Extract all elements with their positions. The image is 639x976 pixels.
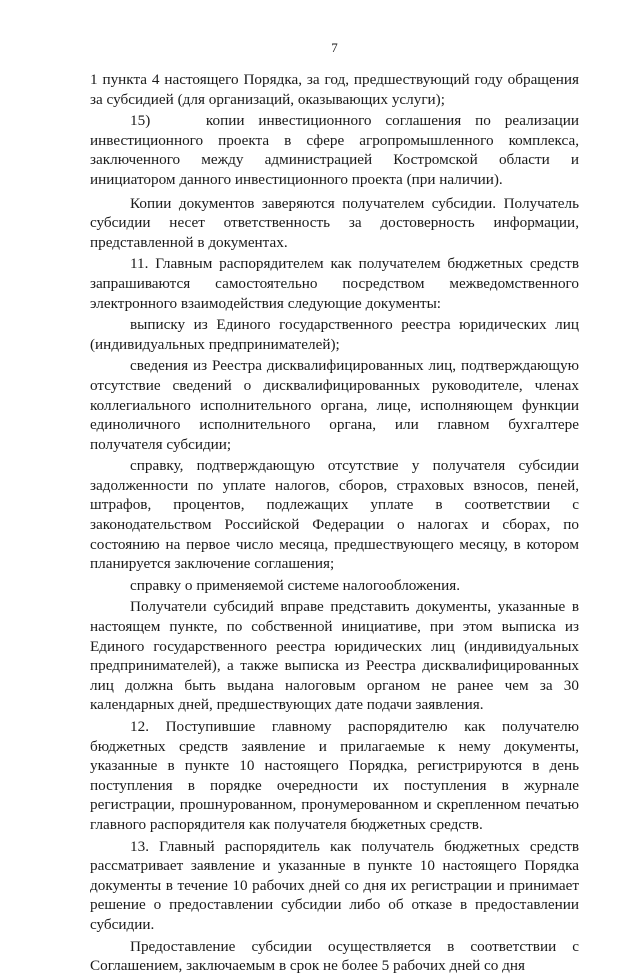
paragraph-1: 1 пункта 4 настоящего Порядка, за год, предшествующий году обращения за субсидией (для организаций, оказывающих услуги); xyxy=(90,71,579,108)
paragraph-12: Предоставление субсидии осуществляется в соответствии с Соглашением, заключаемым в срок не более 5 рабочих дней со дня xyxy=(90,937,579,975)
paragraph-3: Копии документов заверяются получателем субсидии. Получатель субсидии несет ответственность за достоверность информации, представленной в документах. xyxy=(90,194,579,251)
paragraph-7: справку, подтверждающую отсутствие у получателя субсидии задолженности по уплате налогов, сборов, страховых взносов, пеней, штрафов, процентов, подлежащих уплате в соответствии с законодательством Российской Федерации о налогах и сборах, по состоянию на первое число месяца, предшествующего месяцу, в котором планируется заключение соглашения; xyxy=(90,457,579,573)
paragraph-11: 13. Главный распорядитель как получатель бюджетных средств рассматривает заявление и указанные в пункте 10 настоящего Порядка документы в течение 10 рабочих дней со дня их регистрации и принимает решение о предоставлении субсидии либо об отказе в предоставлении субсидии. xyxy=(90,837,579,933)
page-number: 7 xyxy=(331,40,338,55)
paragraph-4: 11. Главным распорядителем как получателем бюджетных средств запрашиваются самостоятельно посредством межведомственного электронного взаимодействия следующие документы: xyxy=(90,255,579,312)
paragraph-2: 15) копии инвестиционного соглашения по реализации инвестиционного проекта в сфере агропромышленного комплекса, заключенного между администрацией Костромской области и инициатором данного инвестиционного проекта (при наличии). xyxy=(90,112,579,188)
paragraph-9: Получатели субсидий вправе представить документы, указанные в настоящем пункте, по собственной инициативе, при этом выписка из Единого государственного реестра юридических лиц (индивидуальных предпринимателей), а также выписка из Реестра дисквалифицированных лиц должна быть выдана налоговым органом не ранее чем за 30 календарных дней, предшествующих дате подачи заявления. xyxy=(90,598,579,714)
paragraph-8: справку о применяемой системе налогообложения. xyxy=(130,576,461,594)
paragraph-6: сведения из Реестра дисквалифицированных лиц, подтверждающую отсутствие сведений о дисквалифицированных руководителе, членах коллегиального исполнительного органа, лице, исполняющем функции единоличного исполнительного органа, или главном бухгалтере получателя субсидии; xyxy=(90,357,579,453)
paragraph-10: 12. Поступившие главному распорядителю как получателю бюджетных средств заявление и прилагаемые к нему документы, указанные в пункте 10 настоящего Порядка, регистрируются в день поступления в порядке очередности их поступления в журнале регистрации, прошнурованном, пронумерованном и скрепленном печатью главного распорядителя как получателя бюджетных средств. xyxy=(90,718,579,833)
paragraph-5: выписку из Единого государственного реестра юридических лиц (индивидуальных предпринимателей); xyxy=(90,316,579,353)
